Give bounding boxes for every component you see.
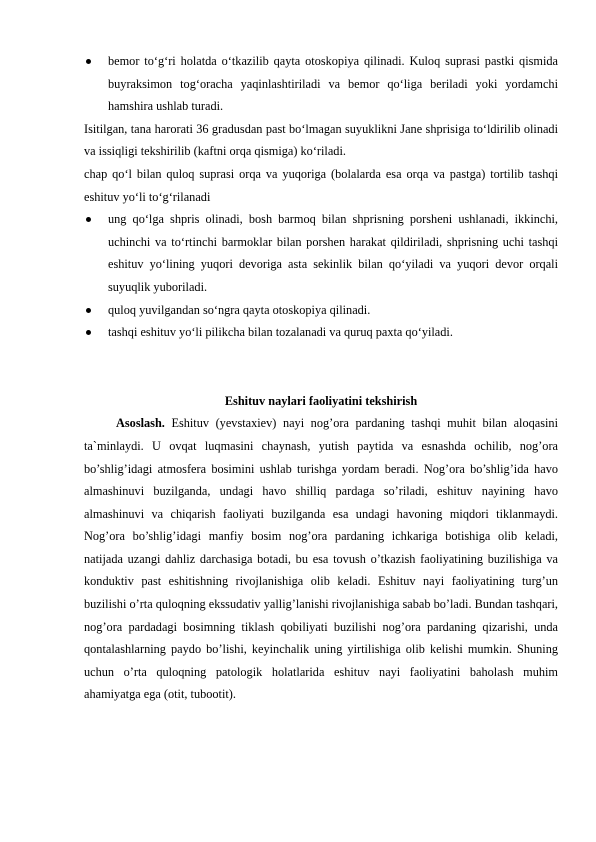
spacer xyxy=(84,344,558,390)
list-item xyxy=(84,299,558,322)
paragraph: Isitilgan, tana harorati 36 gradusdan past bo‘lmagan suyuklikni Jane shprisiga to‘ldirilib olinadi va issiqligi tekshirilib (kaftni orqa qismiga) ko‘riladi. xyxy=(84,121,558,159)
lead-word: Asoslash. xyxy=(116,416,165,431)
list-item-text: quloq yuvilgandan so‘ngra qayta otoskopiya qilinadi. xyxy=(108,302,371,317)
bullet-icon xyxy=(86,308,91,313)
list-item xyxy=(84,321,558,344)
bullet-icon xyxy=(86,217,91,222)
list-item xyxy=(84,208,558,298)
section-heading: Eshituv naylari faoliyatini tekshirish xyxy=(224,393,418,408)
bullet-icon xyxy=(86,330,91,335)
list-item xyxy=(84,50,558,118)
section-paragraph xyxy=(84,412,558,706)
bullet-icon xyxy=(86,59,91,64)
paragraph: chap qo‘l bilan quloq suprasi orqa va yuqoriga (bolalarda esa orqa va pastga) tortilib tashqi eshituv yo‘li to‘g‘rilanadi xyxy=(84,166,558,204)
document-page xyxy=(84,50,558,706)
section-body: Eshituv (yevstaxiev) nayi nog’ora pardaning tashqi muhit bilan aloqasini ta`minlaydi. U ovqat luqmasini chaynash, yutish paytida va esnashda ochilib, nog’ora bo’shlig’idagi atmosfera bosimini ushlab turishga yordam beradi. Nog’ora bo’shlig’ida havo almashinuvi buzilganda, undagi havo shilliq pardaga so’riladi, eshituv nayining havo almashinuvi va chiqarish faoliyati buzilganda esa undagi havoning miqdori tiklanmaydi. Nog’ora bo’shlig’idagi manfiy bosim nog’ora pardaning ichkariga botishiga olib keladi, natijada uzangi dahliz darchasiga botadi, bu esa tovush o’tkazish faoliyatining buzilishiga va konduktiv past eshitishning rivojlanishiga olib keladi. Eshituv nayi faoliyatining turg’un buzilishi o’rta quloqning ekssudativ yallig’lanishi rivojlanishiga sabab bo’ladi. Bundan tashqari, nog’ora pardadagi bosimning tiklash qobiliyati buzilishi nog’ora pardaning qizarishi, unda qontalashlarning paydo bo’lishi, keyinchalik uning yirtilishiga olib kelishi mumkin. Shuning uchun o’rta quloqning patologik holatlarida eshituv nayi faoliyatini baholash muhim ahamiyatga ega (otit, tubootit). xyxy=(84,416,558,702)
list-item-text: tashqi eshituv yo‘li pilikcha bilan tozalanadi va quruq paxta qo‘yiladi. xyxy=(108,325,453,340)
list-item-text: ung qo‘lga shpris olinadi, bosh barmoq bilan shprisning porsheni ushlanadi, ikkinchi, uchinchi va to‘rtinchi barmoklar bilan porshen harakat qildiriladi, shprisning uchi tashqi eshituv yo‘lining yuqori devoriga asta sekinlik bilan qo‘yiladi va yuqori devor orqali suyuqlik yuboriladi. xyxy=(108,212,558,294)
list-item-text: bemor to‘g‘ri holatda o‘tkazilib qayta otoskopiya qilinadi. Kuloq suprasi pastki qismida buyraksimon tog‘oracha yaqinlashtiriladi va bemor qo‘liga beriladi yoki yordamchi hamshira ushlab turadi. xyxy=(108,54,558,114)
